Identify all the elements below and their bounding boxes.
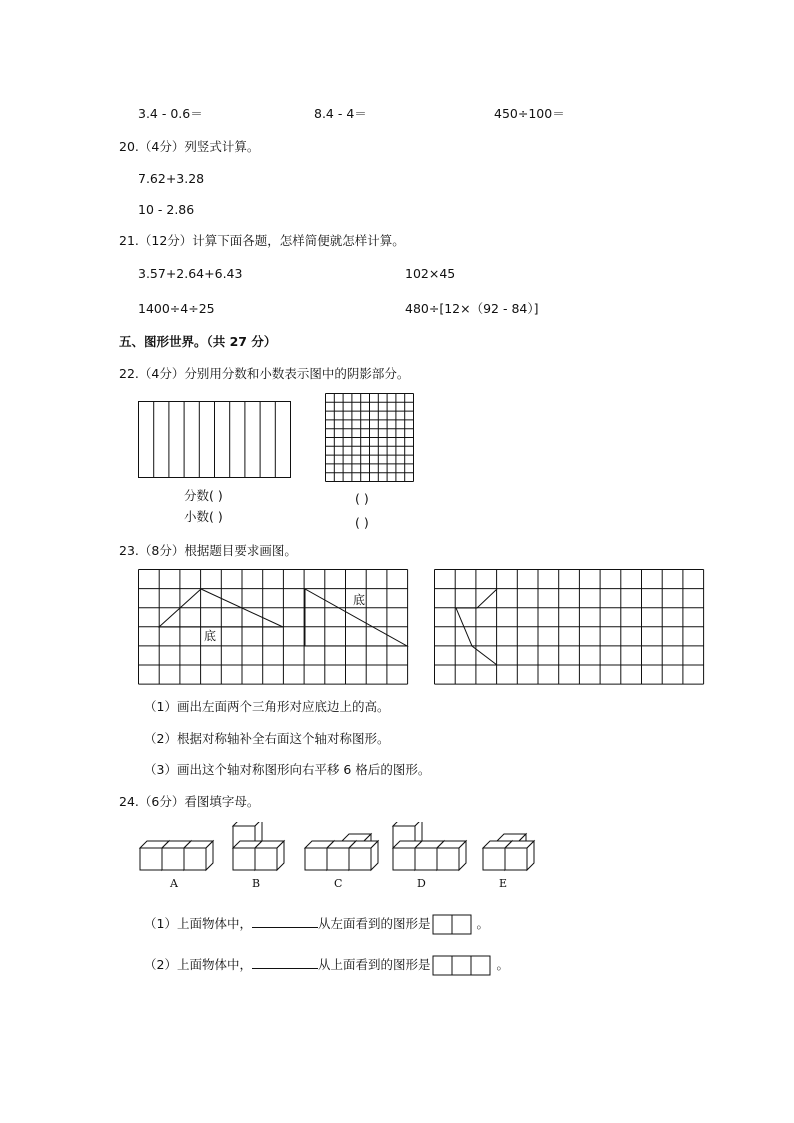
q20-title: 20.（4分）列竖式计算。 (119, 139, 260, 154)
q23-sub-2: （2）根据对称轴补全右面这个轴对称图形。 (144, 731, 390, 746)
q21-item-1: 3.57+2.64+6.43 (138, 266, 243, 281)
q22-decimal-label: 小数( ) (184, 509, 223, 524)
q20-item-1: 7.62+3.28 (138, 171, 205, 186)
q21-title: 21.（12分）计算下面各题，怎样简便就怎样计算。 (119, 233, 405, 248)
q23-base-label-1: 底 (204, 629, 217, 643)
q24-sub-1 (144, 914, 489, 935)
q22-title: 22.（4分）分别用分数和小数表示图中的阴影部分。 (119, 366, 410, 381)
q24-sub-1-end: 。 (476, 916, 489, 931)
q24-label-e: E (499, 877, 508, 890)
q23-sub-1: （1）画出左面两个三角形对应底边上的高。 (144, 699, 390, 714)
section-5-title: 五、图形世界。（共 27 分） (119, 334, 277, 349)
q24-label-c: C (334, 877, 343, 890)
q23-left-grid (138, 569, 410, 686)
q24-title: 24.（6分）看图填字母。 (119, 794, 260, 809)
q21-item-4: 480÷[12×（92 - 84）] (405, 301, 539, 316)
cube-d-3 (437, 841, 466, 870)
q22-right-blank-1: ( ) (355, 491, 369, 506)
q22-fraction-label: 分数( ) (184, 488, 223, 503)
q24-sub-2-prefix: （2）上面物体中， (144, 957, 252, 972)
cube-e-2 (505, 841, 534, 870)
cube-b-2 (255, 841, 284, 870)
q22-grid-figure (325, 393, 415, 483)
q24-label-b: B (252, 877, 261, 890)
q23-right-grid (434, 569, 706, 686)
q24-label-d: D (417, 877, 426, 890)
q21-item-2: 102×45 (405, 266, 456, 281)
q24-sub-1-suffix: 从左面看到的图形是 (317, 916, 431, 931)
q24-sub-2 (144, 955, 509, 976)
q22-strip-figure (138, 401, 292, 479)
cube-a-3 (184, 841, 213, 870)
q24-sub-1-prefix: （1）上面物体中， (144, 916, 252, 931)
q24-label-a: A (170, 877, 178, 890)
q20-item-2: 10 - 2.86 (138, 202, 195, 217)
cube-c-3 (349, 841, 378, 870)
q24-sub-2-end: 。 (496, 957, 509, 972)
calc-item-3: 450÷100＝ (494, 106, 565, 121)
q23-sub-3: （3）画出这个轴对称图形向右平移 6 格后的图形。 (144, 762, 431, 777)
q24-cubes-figure (138, 822, 538, 874)
q23-title: 23.（8分）根据题目要求画图。 (119, 543, 297, 558)
answer-blank-1[interactable] (252, 915, 318, 928)
q23-base-label-2: 底 (353, 593, 366, 607)
q24-sub-2-suffix: 从上面看到的图形是 (317, 957, 431, 972)
q21-item-3: 1400÷4÷25 (138, 301, 215, 316)
calc-item-2: 8.4 - 4＝ (314, 106, 367, 121)
calc-item-1: 3.4 - 0.6＝ (138, 106, 203, 121)
three-square-view-icon (432, 955, 494, 976)
q22-right-blank-2: ( ) (355, 515, 369, 530)
answer-blank-2[interactable] (252, 956, 318, 969)
two-square-view-icon (432, 914, 474, 935)
